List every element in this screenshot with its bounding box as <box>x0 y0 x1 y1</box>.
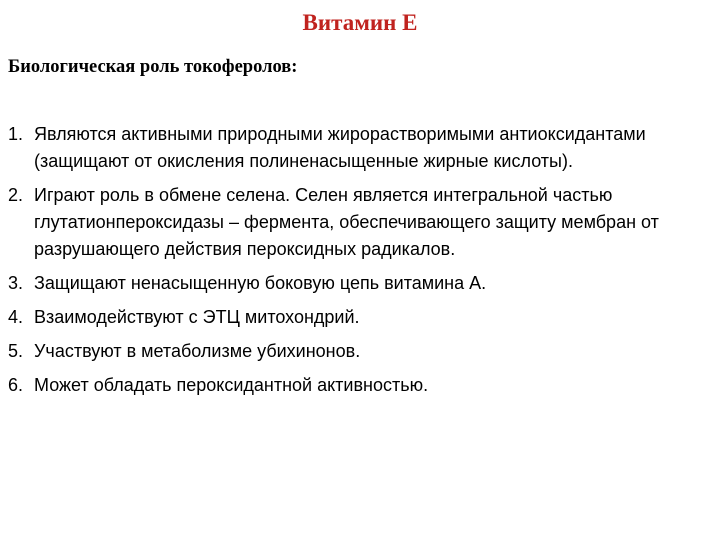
list-item-number: 3. <box>8 273 24 293</box>
list-item-number: 1. <box>8 124 24 144</box>
list-item-text: Может обладать пероксидантной активностью. <box>34 375 429 395</box>
list-item-number: 5. <box>8 341 24 361</box>
list-item <box>8 338 708 365</box>
numbered-list <box>8 121 708 406</box>
list-item-number: 2. <box>8 185 24 205</box>
slide-title: Витамин Е <box>302 10 418 35</box>
list-item <box>8 182 708 263</box>
list-item-text: Являются активными природными жирорастворимыми антиоксидантами (защищают от окисления полиненасыщенные жирные кислоты). <box>34 124 646 171</box>
list-item <box>8 270 708 297</box>
list-item-number: 4. <box>8 307 24 327</box>
list-item-number: 6. <box>8 375 24 395</box>
slide-subtitle: Биологическая роль токоферолов: <box>8 57 298 77</box>
list-item-text: Играют роль в обмене селена. Селен является интегральной частью глутатионпероксидазы – фермента, обеспечивающего защиту мембран от разрушающего действия пероксидных радикалов. <box>34 185 659 259</box>
list-item-text: Защищают ненасыщенную боковую цепь витамина А. <box>34 273 487 293</box>
list-item-text: Взаимодействуют с ЭТЦ митохондрий. <box>34 307 360 327</box>
list-item <box>8 121 708 175</box>
list-item-text: Участвуют в метаболизме убихинонов. <box>34 341 361 361</box>
list-item <box>8 372 708 399</box>
list-item <box>8 304 708 331</box>
